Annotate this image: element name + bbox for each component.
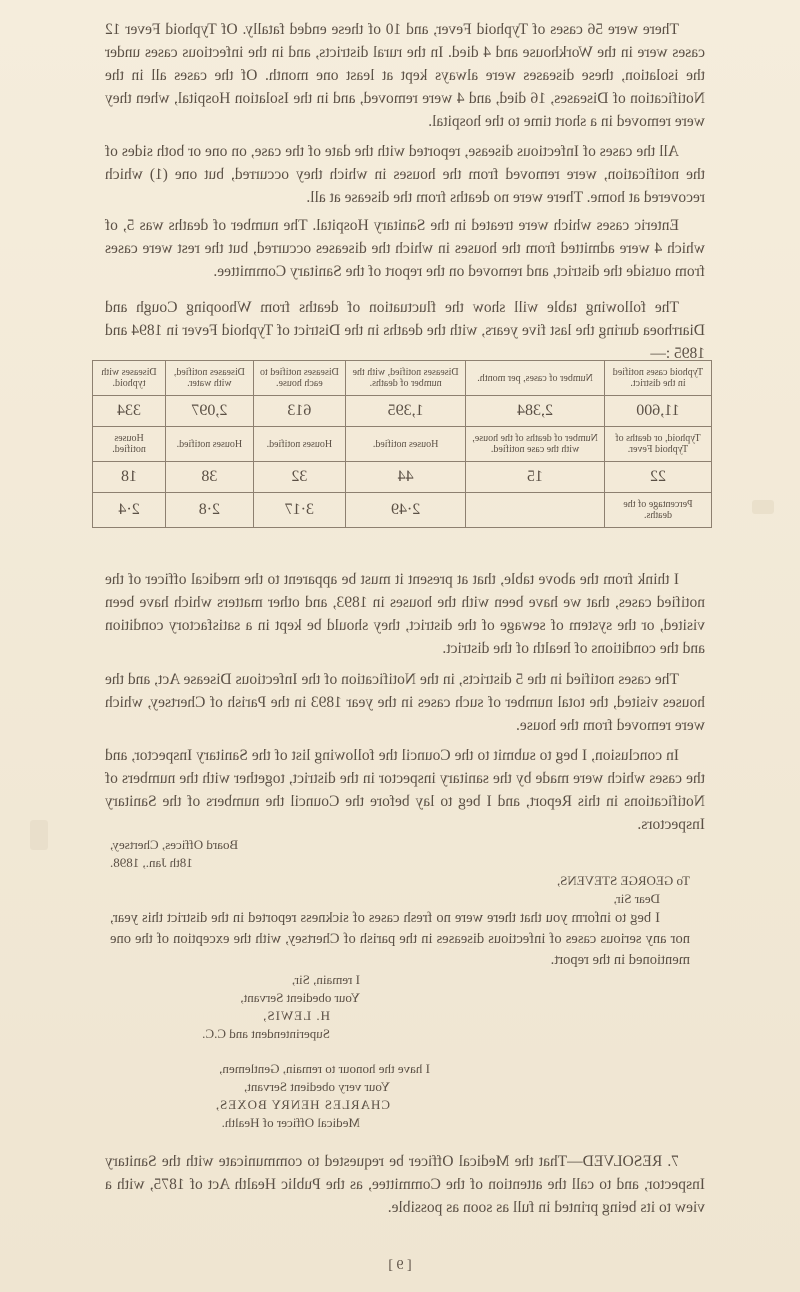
table-cell: Houses notified. [253, 427, 345, 462]
table-cell: 2·4 [93, 493, 166, 528]
table-cell: Number of deaths of the house, with the case notified. [466, 427, 605, 462]
table-cell: 38 [166, 462, 254, 493]
table-cell: Houses notified. [166, 427, 254, 462]
table-cell: 1,395 [346, 396, 466, 427]
table-cell: Diseases notified, with water. [166, 361, 254, 396]
table-row [93, 361, 712, 396]
signature-block-2: I have the honour to remain, Gentlemen, Your very obedient Servant, CHARLES HENRY BOXES, Medical Officer of Health. [214, 1061, 430, 1130]
signature-block: Board Offices, Chertsey, 18th Jan., 1898. To GEORGE STEVENS, Dear Sir, I beg to inform you that there were no fresh cases of sickness reported in the district this year, nor any serious cases of infectious diseases in the parish of Chertsey, with the exception of the one mentioned in the report. I remain, Sir, Your obedient Servant, H. LEWIS, Superintendent and C.C. [110, 837, 690, 1041]
paragraph-7: In conclusion, I beg to submit to the Council the following list of the Sanitary Inspector, and the cases which were made by the sanitary inspector in the district, together with the numbers of Notifications in this Report, and I beg to lay before the Council the numbers of the Sanitary Inspectors. [105, 747, 705, 833]
paragraph-2: All the cases of Infectious disease, reported with the date of the case, on one or both sides of the notification, were removed from the houses in which they occurred, but one (1) which recovered at home. There were no deaths from the disease at all. [105, 143, 705, 206]
table-cell: 18 [93, 462, 166, 493]
table-cell: Diseases notified, with the number of deaths. [346, 361, 466, 396]
table-row [93, 493, 712, 528]
paper-stain [30, 820, 48, 850]
table-cell: 11,600 [604, 396, 711, 427]
table-cell: 2,384 [466, 396, 605, 427]
paper-stain [752, 500, 774, 514]
table-cell [466, 493, 605, 528]
table-cell: Number of cases, per month. [466, 361, 605, 396]
paragraph-3: Enteric cases which were treated in the Sanitary Hospital. The number of deaths was 5, of which 4 were admitted from the houses in which the diseases occurred, but the rest were cases from outside the district, and removed on the report of the Sanitary Committee. [105, 217, 705, 280]
table-cell: 15 [466, 462, 605, 493]
paragraph-8: 7. RESOLVED—That the Medical Officer be requested to communicate with the Sanitary Inspector, and to call the attention of the Committee, as the Public Health Act of 1875, with a view to its being printed in full as soon as possible. [105, 1153, 705, 1216]
table-cell: 613 [253, 396, 345, 427]
page-number: [ 9 ] [388, 1258, 412, 1273]
paragraph-5: I think from the above table, that at present it must be apparent to the medical officer of the notified cases, that we have been with the houses in 1893, and other matters which have been visited, or the system of sewage of the district, they should be kept in a satisfactory condition and the conditions of health of the district. [105, 571, 705, 657]
table-cell: Typhoid, or deaths of Typhoid Fever. [604, 427, 711, 462]
table-cell: Houses notified. [346, 427, 466, 462]
table-row [93, 427, 712, 462]
table-cell: 3·17 [253, 493, 345, 528]
table-cell: 334 [93, 396, 166, 427]
table-cell: 44 [346, 462, 466, 493]
table-row [93, 462, 712, 493]
table-cell: 2,097 [166, 396, 254, 427]
paragraph-4: The following table will show the fluctuation of deaths from Whooping Cough and Diarrhoea during the last five years, with the deaths in the District of Typhoid Fever in 1894 and 1895 :— [105, 299, 705, 362]
table-cell: Diseases with typhoid. [93, 361, 166, 396]
table-cell: Typhoid cases notified in the district. [604, 361, 711, 396]
table-row [93, 396, 712, 427]
paragraph-6: The cases notified in the 5 districts, in the Notification of the Infectious Disease Act, and the houses visited, the total number of such cases in the year 1893 in the Parish of Chertsey, which were removed from the house. [105, 671, 705, 734]
table-cell: Diseases notified to each house. [253, 361, 345, 396]
statistics-table [92, 360, 712, 528]
table-cell: Percentage of the deaths. [604, 493, 711, 528]
table-cell: 2·8 [166, 493, 254, 528]
table-cell: 2·49 [346, 493, 466, 528]
table-cell: 32 [253, 462, 345, 493]
table-cell: Houses notified. [93, 427, 166, 462]
table-cell: 22 [604, 462, 711, 493]
paragraph-1: There were 56 cases of Typhoid Fever, and 10 of these ended fatally. Of Typhoid Fever 12 cases were in the Workhouse and 4 died. In the rural districts, and in the infectious cases under the isolation, these diseases were always kept at least one month. Of the cases all in the Notification of Diseases, 16 died, and 4 were removed, and in the Isolation Hospital, when they were removed in a short time to the hospital. [105, 21, 705, 130]
